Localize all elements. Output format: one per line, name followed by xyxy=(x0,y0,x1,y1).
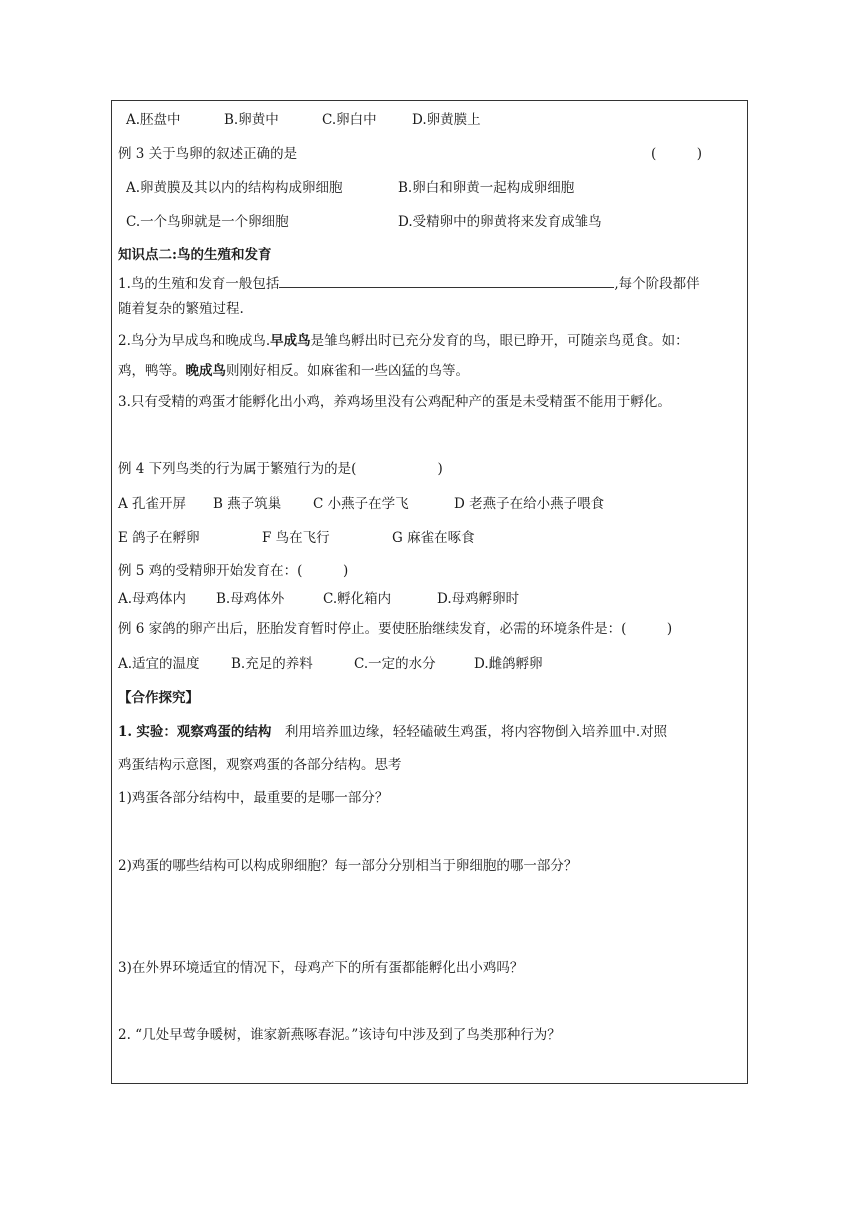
ex4-option-d: D 老燕子在给小燕子喂食 xyxy=(454,496,605,512)
ex4-option-a: A 孔雀开屏 xyxy=(118,496,187,512)
kp2-p1: 1.鸟的生殖和发育一般包括 ,每个阶段都伴 xyxy=(118,273,700,293)
ex5-option-c: C.孵化箱内 xyxy=(323,591,392,607)
kp2-p3: 3.只有受精的鸡蛋才能孵化出小鸡，养鸡场里没有公鸡配种产的蛋是未受精蛋不能用于孵化。 xyxy=(118,394,671,410)
kp2-p2-line1: 2.鸟分为早成鸟和晚成鸟.早成鸟是雏鸟孵出时已充分发育的鸟，眼已睁开，可随亲鸟觅食。如： xyxy=(118,333,689,349)
ex3-option-d: D.受精卵中的卵黄将来发育成雏鸟 xyxy=(398,214,602,230)
coop-q1: 1)鸡蛋各部分结构中，最重要的是哪一部分？ xyxy=(118,790,389,806)
ex6-option-c: C.一定的水分 xyxy=(354,656,436,672)
ex4-option-b: B 燕子筑巢 xyxy=(213,496,282,512)
coop-item1-line2: 鸡蛋结构示意图，观察鸡蛋的各部分结构。思考 xyxy=(118,757,402,773)
ex4-option-f: F 鸟在飞行 xyxy=(262,530,330,546)
coop-item2: 2. “几处早莺争暖树，谁家新燕啄春泥。”该诗句中涉及到了鸟类那种行为？ xyxy=(118,1027,561,1043)
ex6-question: 例 6 家鸽的卵产出后，胚胎发育暂时停止。要使胚胎继续发育，必需的环境条件是：( ) xyxy=(118,621,673,637)
coop-item1: 1. 实验：观察鸡蛋的结构 利用培养皿边缘，轻轻磕破生鸡蛋，将内容物倒入培养皿中.对照 xyxy=(118,724,668,740)
ex3-option-a: A.卵黄膜及其以内的结构构成卵细胞 xyxy=(126,180,343,196)
ex2-option-a: A.胚盘中 xyxy=(126,112,181,128)
ex2-option-c: C.卵白中 xyxy=(322,112,377,128)
kp2-p1-line2: 随着复杂的繁殖过程. xyxy=(118,301,244,317)
coop-q2: 2)鸡蛋的哪些结构可以构成卵细胞？每一部分分别相当于卵细胞的哪一部分？ xyxy=(118,858,578,874)
kp2-title: 知识点二:鸟的生殖和发育 xyxy=(118,247,272,263)
ex6-option-b: B.充足的养料 xyxy=(231,656,313,672)
ex5-option-b: B.母鸡体外 xyxy=(216,591,285,607)
ex4-option-c: C 小燕子在学飞 xyxy=(313,496,409,512)
coop-q3: 3)在外界环境适宜的情况下，母鸡产下的所有蛋都能孵化出小鸡吗？ xyxy=(118,960,524,976)
ex5-question: 例 5 鸡的受精卵开始发育在：( ) xyxy=(118,563,349,579)
ex5-option-d: D.母鸡孵卵时 xyxy=(437,591,520,607)
fill-blank[interactable] xyxy=(279,273,614,288)
ex6-option-d: D.雌鸽孵卵 xyxy=(474,656,543,672)
ex3-option-c: C.一个鸟卵就是一个卵细胞 xyxy=(126,214,289,230)
ex4-option-e: E 鸽子在孵卵 xyxy=(118,530,200,546)
ex6-option-a: A.适宜的温度 xyxy=(118,656,200,672)
coop-title: 【合作探究】 xyxy=(118,690,199,706)
ex5-option-a: A.母鸡体内 xyxy=(118,591,187,607)
ex3-answer-paren: ( ) xyxy=(651,146,703,162)
ex2-option-d: D.卵黄膜上 xyxy=(412,112,481,128)
ex2-option-b: B.卵黄中 xyxy=(224,112,279,128)
kp2-p2-line2: 鸡，鸭等。晚成鸟则刚好相反。如麻雀和一些凶猛的鸟等。 xyxy=(118,363,469,379)
ex3-option-b: B.卵白和卵黄一起构成卵细胞 xyxy=(398,180,575,196)
ex3-question: 例 3 关于鸟卵的叙述正确的是 xyxy=(118,146,298,162)
ex4-question: 例 4 下列鸟类的行为属于繁殖行为的是( ) xyxy=(118,461,443,477)
ex4-option-g: G 麻雀在啄食 xyxy=(392,530,475,546)
